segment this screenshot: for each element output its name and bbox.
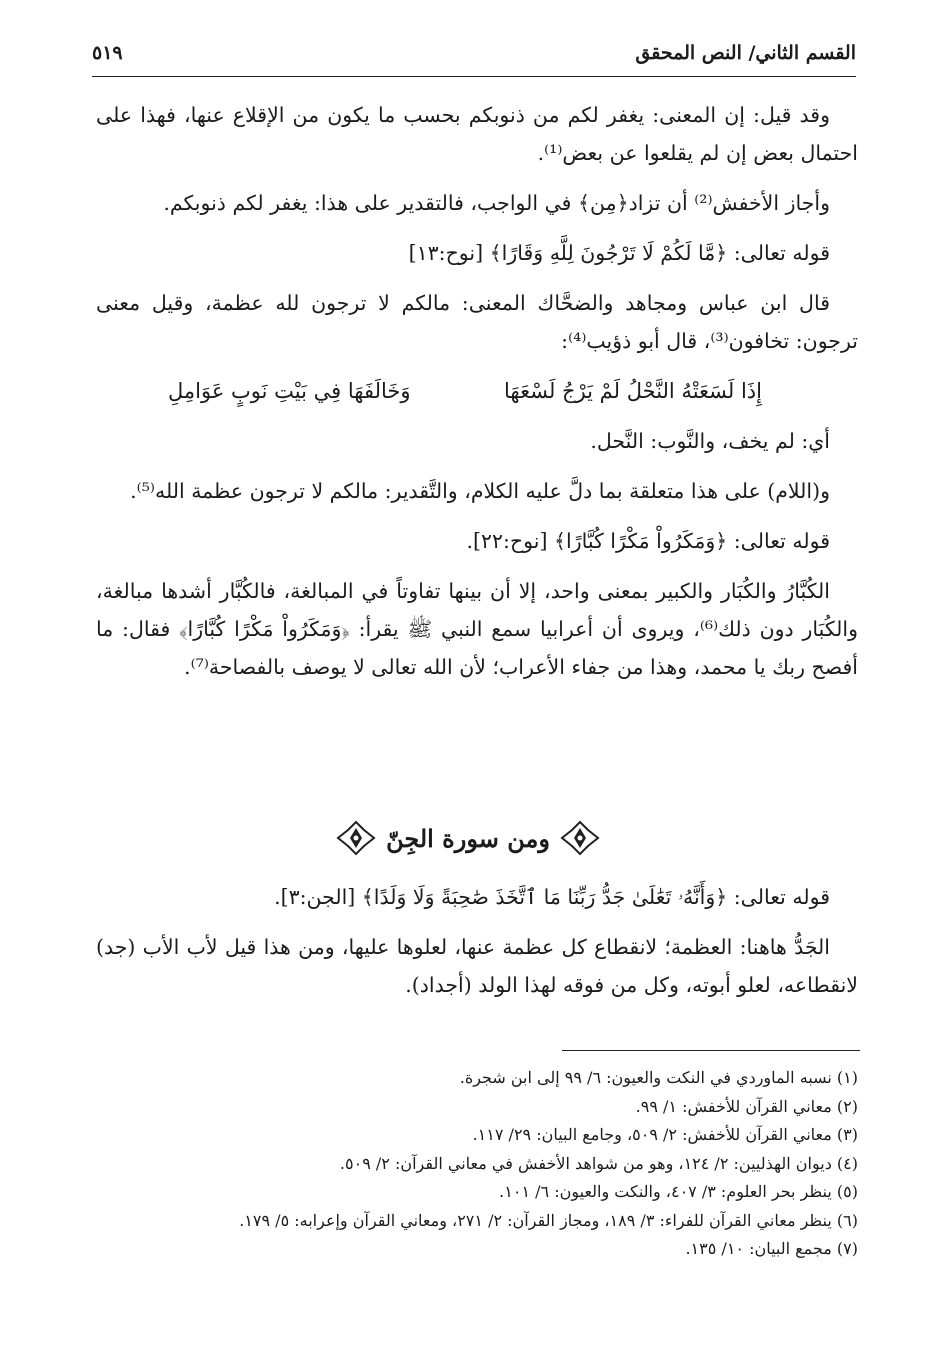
paragraph: الكُبَّارُ والكُبَار والكبير بمعنى واحد، إلا أن بينها تفاوتاً في المبالغة، فالكُبَّار أشدها مبالغة، والكُبَار دون ذلك⁽⁶⁾، ويروى أن أعرابيا سمع النبي ﷺ يقرأ: ﴿وَمَكَرُواْ مَكْرًا كُبَّارًا﴾ فقال: ما أفصح ربك يا محمد، وهذا من جفاء الأعراب؛ لأن الله تعالى لا يوصف بالفصاحة⁽⁷⁾. — [96, 579, 858, 679]
running-header — [92, 36, 856, 77]
paragraph: وأجاز الأخفش⁽²⁾ أن تزاد﴿مِن﴾ في الواجب، فالتقدير على هذا: يغفر لكم ذنوبكم. — [163, 191, 830, 215]
footnote: (٣) معاني القرآن للأخفش: ٢/ ٥٠٩، وجامع البيان: ٢٩/ ١١٧. — [472, 1125, 858, 1144]
main-text-block — [96, 96, 858, 698]
poetry-verse — [96, 372, 858, 410]
ornament-icon — [558, 818, 602, 858]
paragraph: و(اللام) على هذا متعلقة بما دلَّ عليه الكلام، والتَّقدير: مالكم لا ترجون عظمة الله⁽⁵⁾. — [130, 479, 830, 503]
paragraph: أي: لم يخف، والنَّوب: النَّحل. — [590, 429, 830, 453]
surah-text-block — [96, 878, 858, 1016]
footnote: (٢) معاني القرآن للأخفش: ١/ ٩٩. — [635, 1096, 858, 1116]
footnote: (٤) ديوان الهذليين: ٢/ ١٢٤، وهو من شواهد الأخفش في معاني القرآن: ٢/ ٥٠٩. — [339, 1153, 858, 1173]
footnote-divider — [562, 1050, 860, 1051]
ornament-icon — [334, 818, 378, 858]
verse-second-hemistich: وَخَالَفَهَا فِي بَيْتِ نَوبٍ عَوَامِلِ — [168, 379, 411, 403]
paragraph: قوله تعالى: ﴿وَمَكَرُواْ مَكْرًا كُبَّارًا﴾ [نوح:٢٢]. — [466, 529, 830, 553]
page-number: ٥١٩ — [92, 42, 123, 64]
paragraph: قوله تعالى: ﴿مَّا لَكُمْ لَا تَرْجُونَ لِلَّهِ وَقَارًا﴾ [نوح:١٣] — [408, 241, 830, 265]
paragraph: وقد قيل: إن المعنى: يغفر لكم من ذنوبكم بحسب ما يكون من الإقلاع عنها، فهذا على احتمال بعض إن لم يقلعوا عن بعض⁽¹⁾. — [96, 103, 858, 165]
footnote: (٥) ينظر بحر العلوم: ٣/ ٤٠٧، والنكت والعيون: ٦/ ١٠١. — [499, 1182, 858, 1201]
surah-heading — [0, 806, 936, 870]
surah-title: ومن سورة الجِنّ — [386, 823, 550, 853]
paragraph: الجَدُّ هاهنا: العظمة؛ لانقطاع كل عظمة عنها، لعلوها عليها، ومن هذا قيل لأب الأب (جد) لانقطاعه، لعلو أبوته، وكل من فوقه لهذا الولد (أجداد). — [96, 935, 858, 997]
footnotes — [92, 1064, 858, 1264]
footnote: (٧) مجمع البيان: ١٠/ ١٣٥. — [685, 1239, 858, 1258]
paragraph: قوله تعالى: ﴿وَأَنَّهُۥ تَعَٰلَىٰ جَدُّ رَبِّنَا مَا ٱتَّخَذَ صَٰحِبَةً وَلَا وَلَدًا﴾ [الجن:٣]. — [274, 885, 830, 909]
verse-first-hemistich: إِذَا لَسَعَتْهُ النَّحْلُ لَمْ يَرْجُ لَسْعَهَا — [504, 379, 762, 403]
paragraph: قال ابن عباس ومجاهد والضحَّاك المعنى: مالكم لا ترجون لله عظمة، وقيل معنى ترجون: تخافون⁽³⁾، قال أبو ذؤيب⁽⁴⁾: — [96, 291, 858, 353]
footnote: (٦) ينظر معاني القرآن للفراء: ٣/ ١٨٩، ومجاز القرآن: ٢/ ٢٧١، ومعاني القرآن وإعرابه: ٥/ ١٧٩. — [239, 1210, 858, 1230]
running-title: القسم الثاني/ النص المحقق — [635, 42, 856, 64]
footnote: (١) نسبه الماوردي في النكت والعيون: ٦/ ٩٩ إلى ابن شجرة. — [459, 1068, 858, 1087]
